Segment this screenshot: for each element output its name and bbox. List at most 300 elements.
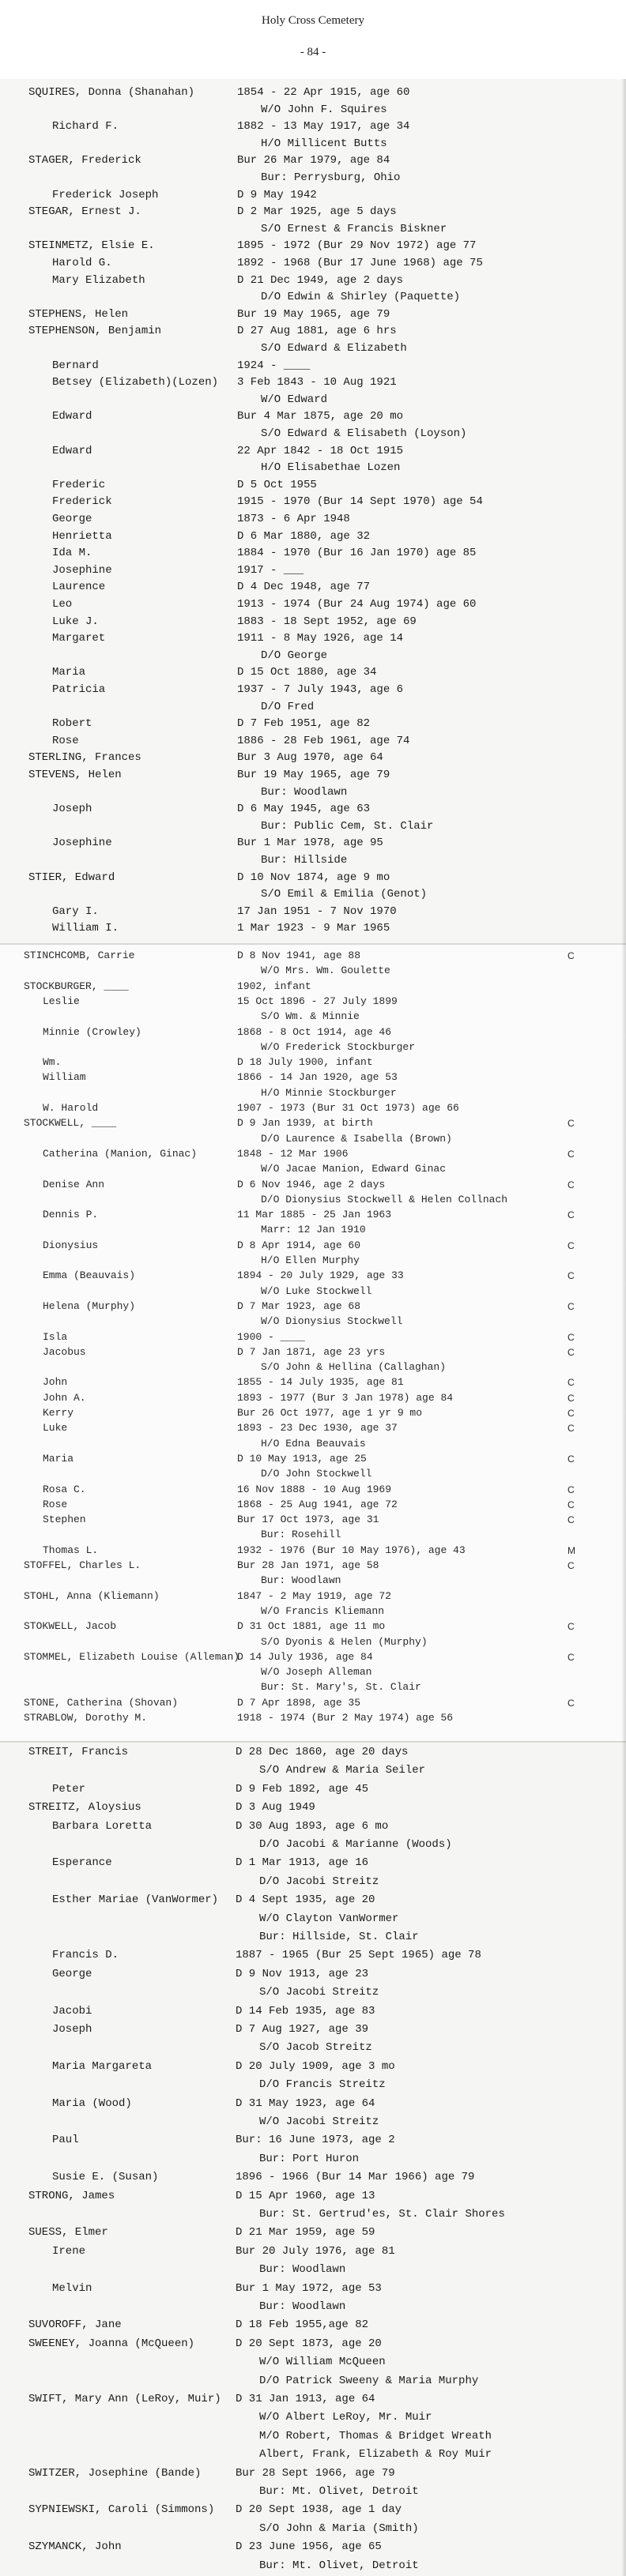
record-dates: D 15 Oct 1880, age 34 [237, 666, 377, 679]
relation-note: Bur: Woodlawn [259, 2300, 346, 2313]
family-member-name: Paul [52, 2134, 79, 2147]
family-member-name: Margaret [52, 632, 106, 645]
record-dates: D 15 Apr 1960, age 13 [236, 2189, 375, 2202]
record-dates: 1900 - ____ [237, 1330, 305, 1343]
record-dates: 1893 - 1977 (Bur 3 Jan 1978) age 84 [237, 1391, 454, 1404]
record-dates: 1883 - 18 Sept 1952, age 69 [237, 615, 417, 628]
surname-entry: STOMMEL, Elizabeth Louise (Alleman) [24, 1650, 240, 1663]
record-dates: 1932 - 1976 (Bur 10 May 1976), age 43 [237, 1544, 466, 1556]
record-line [0, 919, 626, 937]
record-dates: D 9 May 1942 [237, 188, 317, 201]
record-dates: 3 Feb 1843 - 10 Aug 1921 [237, 376, 397, 389]
record-marker: M [568, 1544, 575, 1556]
record-line [0, 322, 626, 340]
record-marker: C [568, 1377, 575, 1389]
record-dates: Bur 19 May 1965, age 79 [237, 307, 390, 321]
record-line [0, 2095, 626, 2112]
family-member-name: Francis D. [52, 1949, 119, 1962]
record-dates: D 21 Mar 1959, age 59 [236, 2226, 375, 2239]
relation-note: W/O Luke Stockwell [261, 1284, 372, 1297]
family-member-name: George [52, 1967, 92, 1980]
relation-note: Bur: Hillside, St. Clair [259, 1931, 419, 1943]
family-member-name: Harold G. [52, 257, 112, 269]
record-line [0, 118, 626, 135]
record-line [0, 237, 626, 254]
family-member-name: William I. [52, 922, 119, 935]
record-dates: D 6 May 1945, age 63 [237, 803, 371, 816]
record-line [0, 2131, 626, 2149]
record-line [0, 681, 626, 698]
family-member-name: Joseph [52, 803, 92, 816]
relation-note: H/O Minnie Stockburger [261, 1086, 397, 1099]
record-dates: 17 Jan 1951 - 7 Nov 1970 [237, 904, 397, 918]
family-member-name: Ida M. [52, 547, 92, 560]
family-member-name: Thomas L. [43, 1544, 99, 1556]
record-line [0, 1836, 626, 1853]
relation-note: H/O Edna Beauvais [261, 1437, 366, 1450]
relation-note: Marr: 12 Jan 1910 [261, 1224, 366, 1236]
record-line [0, 442, 626, 460]
family-member-name: Maria [43, 1452, 74, 1465]
record-line [0, 1873, 626, 1890]
relation-note: S/O Jacob Streitz [259, 2041, 372, 2055]
record-line [0, 2501, 626, 2518]
record-dates: Bur 28 Jan 1971, age 58 [237, 1559, 379, 1571]
relation-note: Bur: Woodlawn [261, 1574, 341, 1587]
family-member-name: George [52, 513, 92, 525]
record-line [0, 834, 626, 852]
relation-note: D/O Fred [261, 700, 315, 713]
record-line [0, 391, 626, 408]
surname-entry: STEVENS, Helen [28, 769, 122, 781]
relation-note: H/O Elisabethae Lozen [261, 461, 401, 475]
record-line [0, 220, 626, 238]
record-dates: D 31 Oct 1881, age 11 mo [237, 1620, 386, 1633]
family-member-name: Maria Margareta [52, 2059, 153, 2073]
family-member-name: Esther Mariae (VanWormer) [52, 1893, 219, 1907]
page-number: - 84 - [300, 46, 326, 58]
record-line [0, 1743, 626, 1761]
record-dates: D 9 Jan 1939, at birth [237, 1117, 373, 1130]
record-line [0, 476, 626, 494]
record-line [0, 2021, 626, 2038]
record-dates: Bur 1 Mar 1978, age 95 [237, 837, 383, 850]
record-dates: Bur: 16 June 1973, age 2 [236, 2134, 395, 2147]
record-dates: D 7 Aug 1927, age 39 [236, 2023, 369, 2036]
record-line [0, 288, 626, 306]
record-line [0, 357, 626, 374]
relation-note: S/O John & Maria (Smith) [259, 2521, 419, 2535]
family-member-name: Dennis P. [43, 1209, 99, 1221]
record-line [0, 425, 626, 442]
record-line [0, 818, 626, 835]
record-line [0, 1946, 626, 1964]
record-marker: C [568, 1514, 575, 1526]
record-dates: Bur 26 Oct 1977, age 1 yr 9 mo [237, 1407, 423, 1419]
surname-entry: SQUIRES, Donna (Shanahan) [28, 86, 195, 99]
record-dates: Bur 4 Mar 1875, age 20 mo [237, 410, 404, 423]
relation-note: Bur: Mt. Olivet, Detroit [259, 2559, 419, 2572]
relation-note: W/O Dionysius Stockwell [261, 1315, 403, 1328]
family-member-name: Maria (Wood) [52, 2097, 132, 2110]
record-dates: 1866 - 14 Jan 1920, age 53 [237, 1071, 398, 1084]
family-member-name: Kerry [43, 1407, 74, 1419]
record-line [0, 852, 626, 869]
family-member-name: Irene [52, 2244, 86, 2258]
relation-note: W/O William McQueen [259, 2356, 386, 2369]
record-line [0, 578, 626, 596]
record-dates: 1884 - 1970 (Bur 16 Jan 1970) age 85 [237, 547, 477, 560]
family-member-name: Patricia [52, 683, 106, 696]
record-marker: C [568, 1392, 575, 1404]
record-dates: 1854 - 22 Apr 1915, age 60 [237, 86, 410, 99]
record-line [0, 1984, 626, 2001]
relation-note: Bur: Hillside [261, 854, 348, 867]
relation-note: S/O Andrew & Maria Seiler [259, 1764, 426, 1777]
record-line [0, 528, 626, 545]
record-line [0, 630, 626, 647]
record-line [0, 2446, 626, 2463]
relation-note: Bur: St. Mary's, St. Clair [261, 1681, 421, 1694]
record-line [0, 903, 626, 920]
record-dates: D 8 Nov 1941, age 88 [237, 950, 361, 961]
record-line [0, 613, 626, 630]
record-dates: 1887 - 1965 (Bur 25 Sept 1965) age 78 [236, 1949, 481, 1962]
record-dates: 1886 - 28 Feb 1961, age 74 [237, 734, 410, 747]
relation-note: S/O Dyonis & Helen (Murphy) [261, 1635, 428, 1648]
surname-entry: STOKWELL, Jacob [24, 1620, 117, 1633]
record-dates: 1882 - 13 May 1917, age 34 [237, 120, 410, 134]
surname-entry: STOCKWELL, ____ [24, 1117, 117, 1130]
cemetery-records-section-1 [0, 79, 626, 944]
record-line [0, 2409, 626, 2426]
record-dates: 1893 - 23 Dec 1930, age 37 [237, 1422, 398, 1435]
relation-note: Bur: Port Huron [259, 2152, 360, 2165]
relation-note: Bur: St. Gertrud'es, St. Clair Shores [259, 2208, 505, 2221]
record-line [0, 2168, 626, 2186]
relation-note: W/O Jacae Manion, Edward Ginac [261, 1163, 447, 1175]
record-dates: D 20 July 1909, age 3 mo [236, 2059, 395, 2073]
record-dates: 1848 - 12 Mar 1906 [237, 1147, 349, 1160]
family-member-name: Richard F. [52, 120, 119, 134]
record-dates: D 6 Nov 1946, age 2 days [237, 1178, 386, 1190]
record-line [0, 152, 626, 169]
record-line [0, 2150, 626, 2168]
record-dates: 15 Oct 1896 - 27 July 1899 [237, 995, 398, 1007]
record-line [0, 2280, 626, 2297]
record-line [0, 2390, 626, 2408]
surname-entry: SUESS, Elmer [28, 2226, 108, 2239]
surname-entry: STRONG, James [28, 2189, 115, 2202]
record-dates: 1892 - 1968 (Bur 17 June 1968) age 75 [237, 257, 483, 269]
relation-note: S/O John & Hellina (Callaghan) [261, 1361, 447, 1374]
record-line [0, 306, 626, 323]
record-line [0, 2003, 626, 2020]
surname-entry: STONE, Catherina (Shovan) [24, 1696, 179, 1709]
family-member-name: Jacobus [43, 1345, 86, 1358]
surname-entry: SUVOROFF, Jane [28, 2318, 122, 2332]
record-line [0, 2427, 626, 2445]
relation-note: Bur: Woodlawn [259, 2263, 346, 2277]
record-dates: D 10 May 1913, age 25 [237, 1452, 367, 1465]
relation-note: S/O Wm. & Minnie [261, 1010, 360, 1023]
record-line [0, 2316, 626, 2333]
record-line [0, 715, 626, 732]
record-dates: 1895 - 1972 (Bur 29 Nov 1972) age 77 [237, 239, 477, 253]
record-line [0, 800, 626, 818]
family-member-name: Josephine [52, 837, 112, 850]
record-line [0, 869, 626, 886]
record-line [0, 374, 626, 391]
record-dates: D 14 July 1936, age 84 [237, 1650, 373, 1663]
family-member-name: Emma (Beauvais) [43, 1269, 136, 1282]
relation-note: Bur: Woodlawn [261, 785, 348, 799]
relation-note: Bur: Mt. Olivet, Detroit [259, 2485, 419, 2498]
relation-note: W/O Francis Kliemann [261, 1604, 385, 1617]
record-line [0, 2206, 626, 2223]
record-dates: 1868 - 8 Oct 1914, age 46 [237, 1025, 392, 1038]
record-line [0, 2187, 626, 2205]
family-member-name: Minnie (Crowley) [43, 1025, 141, 1038]
record-dates: 16 Nov 1888 - 10 Aug 1969 [237, 1483, 392, 1495]
record-dates: D 20 Sept 1938, age 1 day [236, 2503, 402, 2517]
family-member-name: Catherina (Manion, Ginac) [43, 1147, 198, 1160]
surname-entry: STREIT, Francis [28, 1746, 129, 1758]
surname-entry: SWEENEY, Joanna (McQueen) [28, 2337, 195, 2350]
family-member-name: Edward [52, 444, 92, 457]
relation-note: D/O Laurence & Isabella (Brown) [261, 1132, 452, 1145]
record-line [0, 203, 626, 220]
family-member-name: Frederick Joseph [52, 188, 159, 201]
surname-entry: STREITZ, Aloysius [28, 1801, 141, 1814]
record-dates: 1917 - ___ [237, 563, 304, 577]
record-line [0, 544, 626, 562]
surname-entry: STIER, Edward [28, 871, 115, 884]
record-dates: Bur 28 Sept 1966, age 79 [236, 2466, 395, 2480]
relation-note: W/O Jacobi Streitz [259, 2115, 379, 2128]
record-line [0, 2039, 626, 2056]
record-line [0, 101, 626, 118]
record-line [0, 886, 626, 903]
record-dates: D 21 Dec 1949, age 2 days [237, 273, 404, 287]
record-line [0, 2520, 626, 2537]
record-line [0, 493, 626, 510]
record-line [0, 1928, 626, 1946]
relation-note: Bur: Perrysburg, Ohio [261, 171, 401, 184]
surname-entry: STEINMETZ, Elsie E. [28, 239, 155, 253]
family-member-name: Edward [52, 410, 92, 423]
family-member-name: Henrietta [52, 529, 112, 543]
record-line [0, 2243, 626, 2260]
section-divider [0, 1741, 626, 1743]
relation-note: S/O Edward & Elizabeth [261, 342, 407, 355]
family-member-name: Maria [52, 666, 86, 679]
family-member-name: Leslie [43, 995, 80, 1007]
record-dates: D 27 Aug 1881, age 6 hrs [237, 325, 397, 338]
relation-note: D/O George [261, 649, 328, 662]
record-dates: 1855 - 14 July 1935, age 81 [237, 1376, 404, 1389]
record-dates: D 9 Feb 1892, age 45 [236, 1782, 369, 1796]
record-line [0, 1709, 626, 1727]
record-line [0, 596, 626, 613]
family-member-name: Frederic [52, 478, 106, 491]
record-dates: D 2 Mar 1925, age 5 days [237, 205, 397, 219]
record-line [0, 2353, 626, 2371]
relation-note: M/O Robert, Thomas & Bridget Wreath [259, 2429, 492, 2442]
family-member-name: Betsey (Elizabeth)(Lozen) [52, 376, 219, 389]
relation-note: S/O Ernest & Francis Biskner [261, 222, 447, 235]
relation-note: H/O Millicent Butts [261, 137, 387, 150]
record-dates: D 5 Oct 1955 [237, 478, 317, 491]
record-dates: 1873 - 6 Apr 1948 [237, 513, 350, 525]
record-dates: D 6 Mar 1880, age 32 [237, 529, 371, 543]
record-line [0, 1891, 626, 1908]
family-member-name: John [43, 1376, 68, 1389]
relation-note: Albert, Frank, Elizabeth & Roy Muir [259, 2448, 492, 2461]
family-member-name: William [43, 1071, 86, 1084]
record-line [0, 408, 626, 425]
family-member-name: Wm. [43, 1056, 62, 1069]
record-line [0, 459, 626, 476]
record-dates: 1913 - 1974 (Bur 24 Aug 1974) age 60 [237, 598, 477, 611]
record-line [0, 562, 626, 579]
record-line [0, 2483, 626, 2500]
record-dates: D 18 Feb 1955,age 82 [236, 2318, 369, 2332]
cemetery-records-section-2 [0, 944, 626, 1742]
record-dates: 1 Mar 1923 - 9 Mar 1965 [237, 922, 390, 935]
record-dates: 1918 - 1974 (Bur 2 May 1974) age 56 [237, 1712, 454, 1724]
family-member-name: Josephine [52, 563, 112, 577]
relation-note: S/O Jacobi Streitz [259, 1986, 379, 1999]
family-member-name: Rose [52, 734, 79, 747]
record-dates: D 3 Aug 1949 [236, 1801, 315, 1814]
relation-note: W/O Albert LeRoy, Mr. Muir [259, 2411, 432, 2424]
surname-entry: STOHL, Anna (Kliemann) [24, 1589, 160, 1602]
record-dates: D 4 Dec 1948, age 77 [237, 581, 371, 594]
record-marker: C [568, 1408, 575, 1419]
record-dates: D 8 Apr 1914, age 60 [237, 1239, 361, 1251]
record-line [0, 186, 626, 204]
cemetery-records-section-3 [0, 1742, 626, 2576]
record-marker: C [568, 1453, 575, 1465]
record-marker: C [568, 1239, 575, 1251]
family-member-name: Melvin [52, 2281, 92, 2295]
record-marker: C [568, 950, 575, 961]
record-line [0, 2465, 626, 2482]
family-member-name: Gary I. [52, 904, 99, 918]
record-line [0, 1854, 626, 1871]
surname-entry: STAGER, Frederick [28, 154, 141, 167]
record-dates: D 14 Feb 1935, age 83 [236, 2004, 375, 2018]
record-dates: D 10 Nov 1874, age 9 mo [237, 871, 390, 884]
record-dates: D 4 Sept 1935, age 20 [236, 1893, 375, 1907]
record-dates: D 23 June 1956, age 65 [236, 2540, 382, 2554]
surname-entry: SWITZER, Josephine (Bande) [28, 2466, 202, 2480]
family-member-name: Luke J. [52, 615, 99, 628]
record-line [0, 698, 626, 716]
record-dates: D 1 Mar 1913, age 16 [236, 1856, 369, 1870]
relation-note: D/O Jacobi & Marianne (Woods) [259, 1838, 452, 1851]
record-dates: D 7 Mar 1923, age 68 [237, 1299, 361, 1312]
surname-entry: STOCKBURGER, ____ [24, 980, 129, 992]
relation-note: D/O Patrick Sweeny & Maria Murphy [259, 2374, 479, 2387]
record-marker: C [568, 1499, 575, 1510]
record-line [0, 647, 626, 664]
record-dates: 1915 - 1970 (Bur 14 Sept 1970) age 54 [237, 495, 483, 509]
record-marker: C [568, 1179, 575, 1190]
section-divider [0, 943, 626, 945]
record-marker: C [568, 1331, 575, 1343]
record-line [0, 2538, 626, 2555]
relation-note: W/O Mrs. Wm. Goulette [261, 965, 390, 977]
record-marker: C [568, 1697, 575, 1709]
relation-note: S/O Emil & Emilia (Genot) [261, 888, 428, 901]
record-marker: C [568, 1651, 575, 1663]
family-member-name: Laurence [52, 581, 106, 594]
surname-entry: SWIFT, Mary Ann (LeRoy, Muir) [28, 2393, 221, 2405]
record-marker: C [568, 1209, 575, 1221]
record-line [0, 749, 626, 766]
record-dates: D 28 Dec 1860, age 20 days [236, 1746, 409, 1758]
family-member-name: Dionysius [43, 1239, 99, 1251]
family-member-name: Barbara Loretta [52, 1819, 153, 1833]
family-member-name: Esperance [52, 1856, 112, 1870]
record-dates: D 7 Apr 1898, age 35 [237, 1696, 361, 1709]
record-dates: Bur 1 May 1972, age 53 [236, 2281, 382, 2295]
surname-entry: STOFFEL, Charles L. [24, 1559, 141, 1571]
record-line [0, 732, 626, 750]
family-member-name: Bernard [52, 359, 99, 372]
relation-note: H/O Ellen Murphy [261, 1254, 360, 1266]
family-member-name: Rose [43, 1498, 68, 1510]
record-line [0, 1965, 626, 1983]
record-line [0, 340, 626, 357]
surname-entry: STEPHENSON, Benjamin [28, 325, 162, 338]
record-dates: Bur 20 July 1976, age 81 [236, 2244, 395, 2258]
record-dates: 1911 - 8 May 1926, age 14 [237, 632, 404, 645]
record-dates: D 31 Jan 1913, age 64 [236, 2393, 375, 2405]
surname-entry: STEPHENS, Helen [28, 307, 129, 321]
relation-note: D/O Dionysius Stockwell & Helen Collnach [261, 1193, 508, 1205]
relation-note: W/O Clayton VanWormer [259, 1912, 399, 1925]
record-dates: 1847 - 2 May 1919, age 72 [237, 1589, 392, 1602]
family-member-name: Isla [43, 1330, 68, 1343]
relation-note: Bur: Public Cem, St. Clair [261, 819, 434, 833]
record-marker: C [568, 1621, 575, 1633]
record-dates: D 9 Nov 1913, age 23 [236, 1967, 369, 1980]
record-dates: Bur 26 Mar 1979, age 84 [237, 154, 390, 167]
relation-note: S/O Edward & Elisabeth (Loyson) [261, 427, 467, 440]
record-dates: 1894 - 20 July 1929, age 33 [237, 1269, 404, 1282]
family-member-name: Joseph [52, 2023, 92, 2036]
family-member-name: Stephen [43, 1514, 86, 1526]
record-line [0, 766, 626, 784]
surname-entry: STRABLOW, Dorothy M. [24, 1712, 148, 1724]
record-line [0, 784, 626, 801]
relation-note: Bur: Rosehill [261, 1529, 341, 1541]
record-dates: 1907 - 1973 (Bur 31 Oct 1973) age 66 [237, 1102, 459, 1114]
record-dates: 22 Apr 1842 - 18 Oct 1915 [237, 444, 404, 457]
record-line [0, 1910, 626, 1927]
record-line [0, 510, 626, 528]
record-line [0, 1818, 626, 1835]
family-member-name: Jacobi [52, 2004, 92, 2018]
record-line [0, 1781, 626, 1798]
record-marker: C [568, 1300, 575, 1312]
family-member-name: Mary Elizabeth [52, 273, 145, 287]
page-edge-shadow [621, 79, 626, 2576]
record-dates: 1924 - ____ [237, 359, 311, 372]
